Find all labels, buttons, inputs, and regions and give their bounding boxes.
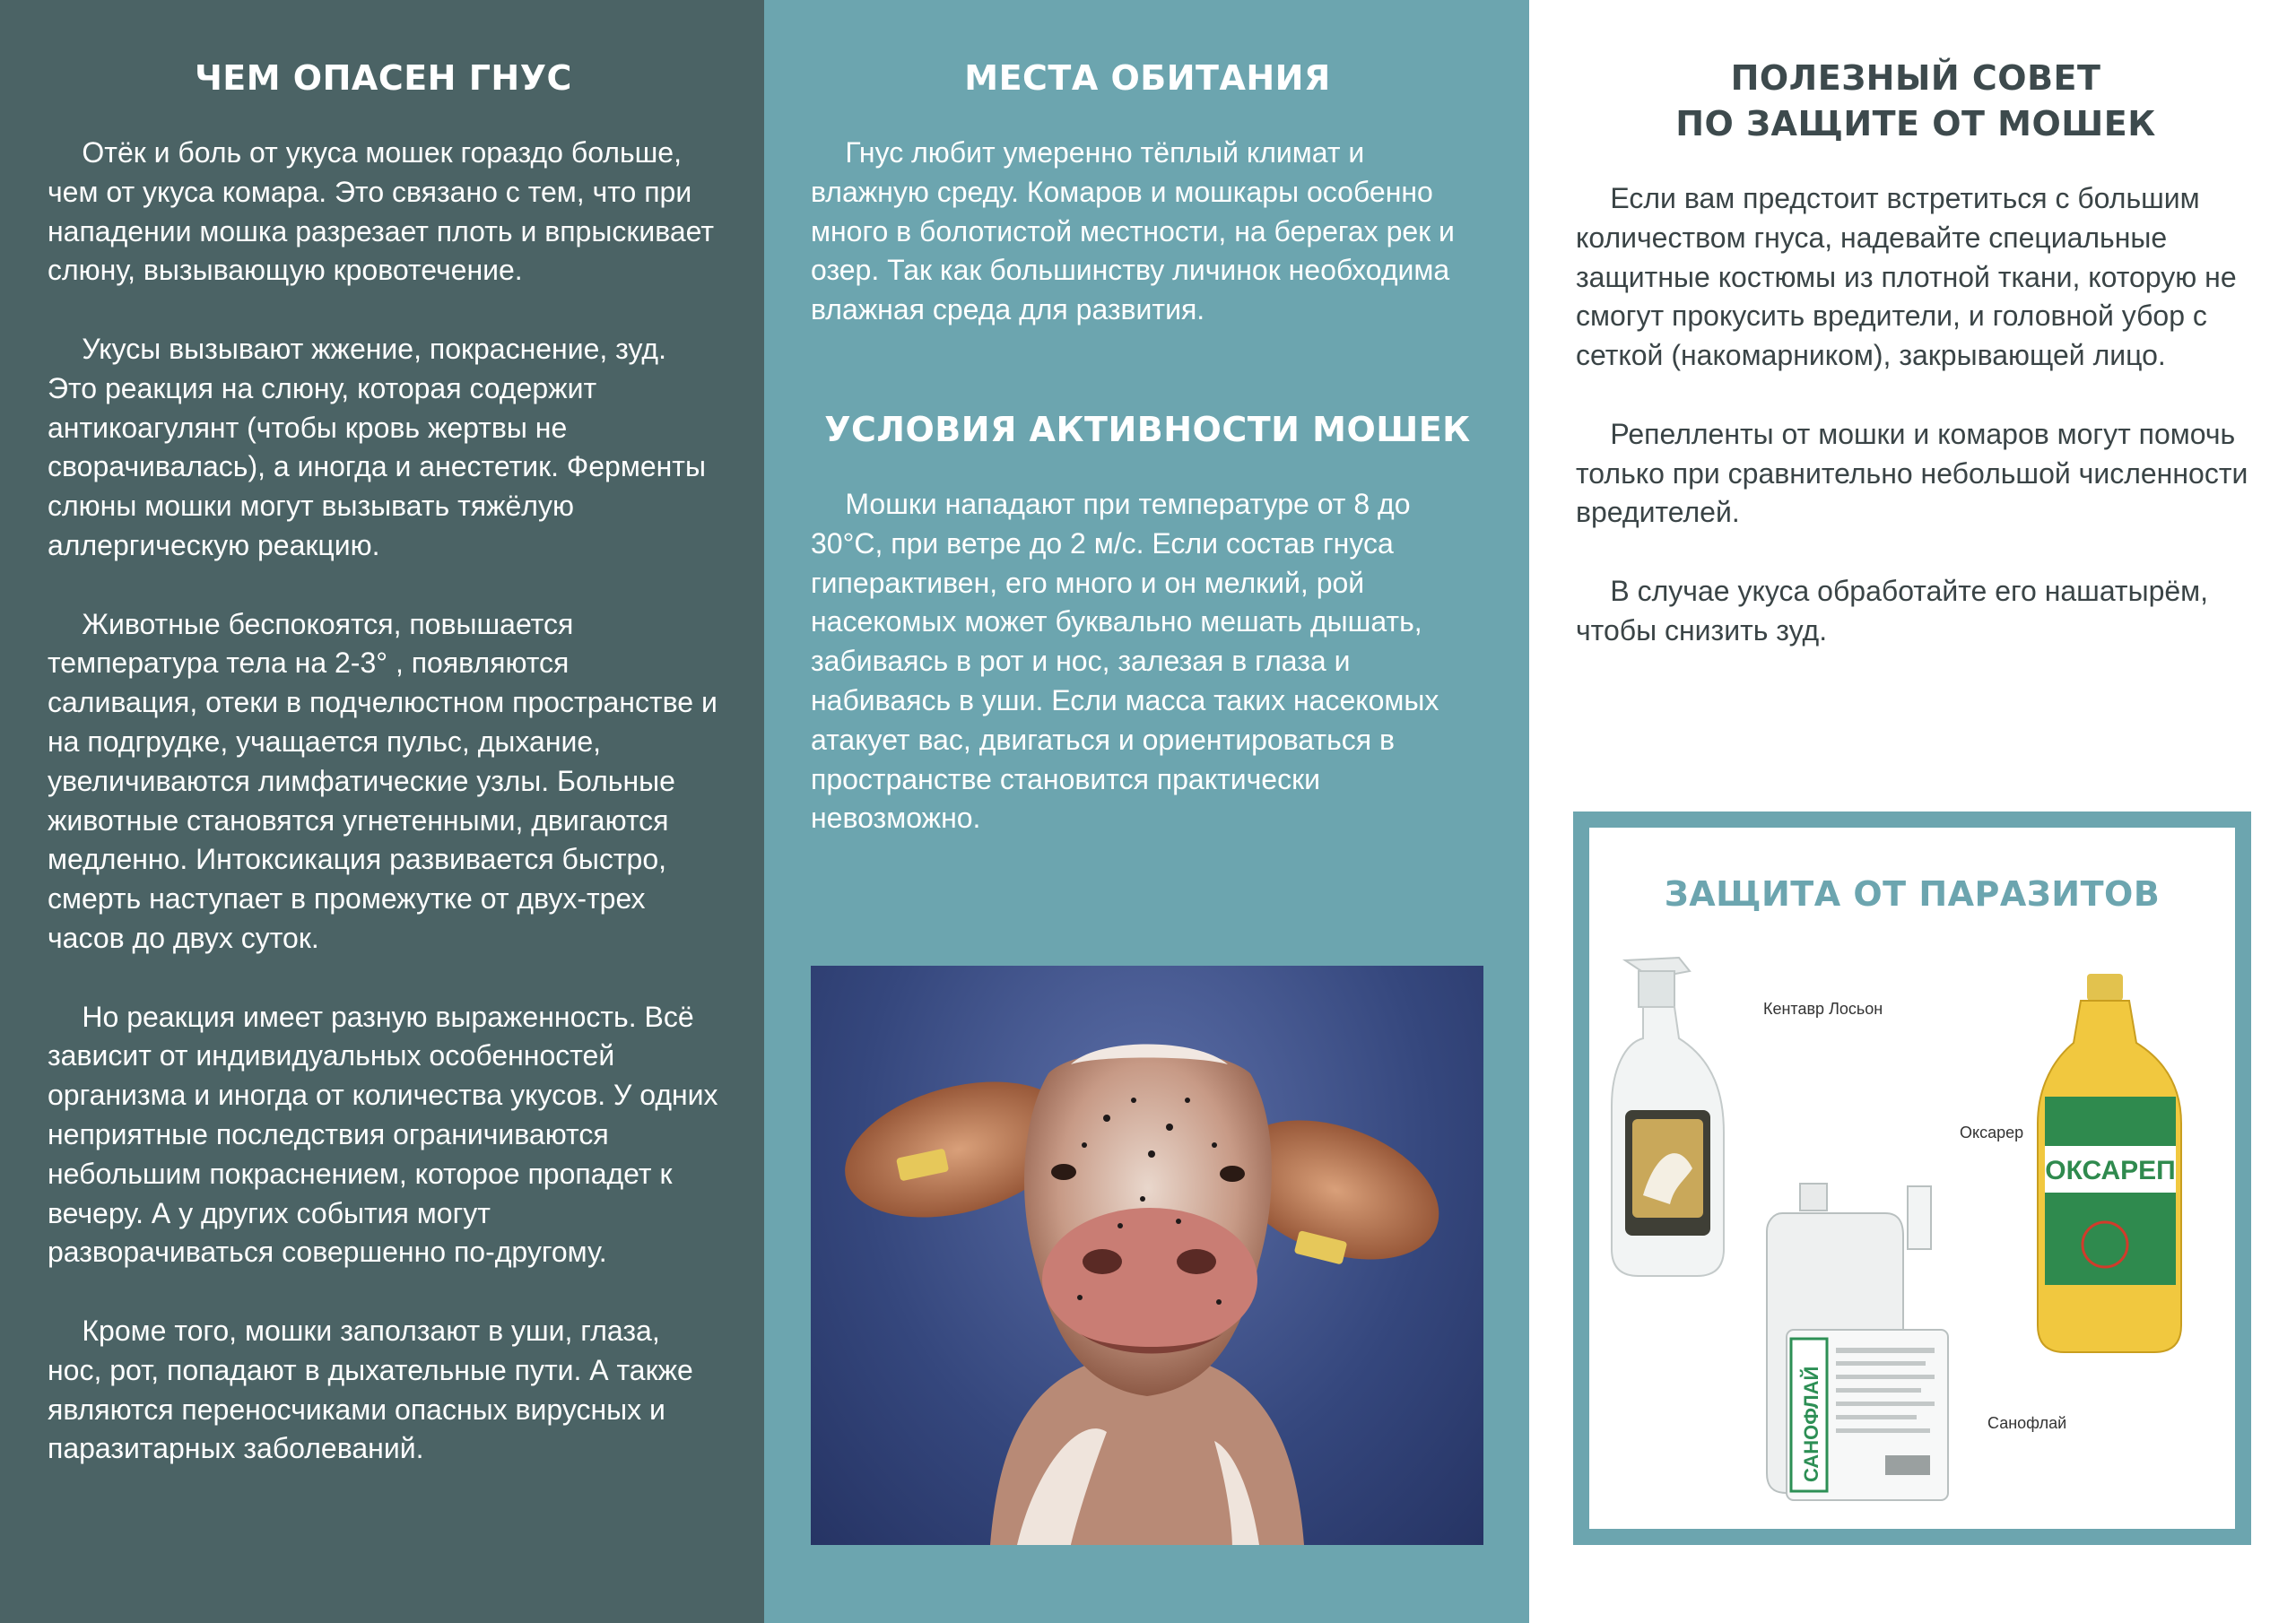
danger-paragraph-3: Животные беспокоятся, повышается температура тела на 2-3° , появляются саливация, отеки в подчелюстном пространстве и на подгрудке, учащается пульс, дыхание, увеличиваются лимфатические узлы. Больные животные становятся угнетенными, двигаются медленно. Интоксикация развивается быстро, смерть наступает в промежутке от двух-трех часов до двух суток. [48,607,718,954]
column-habitat [764,0,1529,1623]
sanoflay-bottle-icon [1767,1184,1948,1500]
products-illustration [1589,828,2235,1529]
oksarep-label: ОКСАРЕП [2045,1156,2176,1185]
danger-title: ЧЕМ ОПАСЕН ГНУС [195,58,572,98]
column-advice [1529,0,2296,1623]
oksarep-bottle-icon [2038,974,2181,1352]
danger-paragraph-2: Укусы вызывают жжение, покраснение, зуд. Это реакция на слюну, которая содержит антикоагулянт (чтобы кровь жертвы не сворачивалась), а иногда и анестетик. Ферменты слюны мошки могут вызывать тяжёлую аллергическую реакцию. [48,332,706,561]
product-label-kentavr: Кентавр Лосьон [1763,1000,1883,1018]
advice-title-line-1: ПОЛЕЗНЫЙ СОВЕТ [1730,58,2101,98]
advice-paragraph-1: Если вам предстоит встретиться с большим количеством гнуса, надевайте специальные защитные костюмы из плотной ткани, которую не смогут прокусить вредители, и головной убор с сеткой (накомарником), закрывающей лицо. [1576,182,2237,372]
advice-paragraph-2: Репелленты от мошки и комаров могут помочь только при сравнительно небольшой численности вредителей. [1576,417,2248,529]
habitat-title: МЕСТА ОБИТАНИЯ [964,58,1331,98]
advice-title-line-2: ПО ЗАЩИТЕ ОТ МОШЕК [1675,104,2156,143]
sanoflay-label: САНОФЛАЙ [1800,1366,1822,1482]
danger-paragraph-1: Отёк и боль от укуса мошек гораздо больше, чем от укуса комара. Это связано с тем, что при нападении мошка разрезает плоть и впрыскивает слюну, вызывающую кровотечение. [48,136,715,287]
parasite-protection-box [1573,812,2251,1545]
danger-paragraph-4: Но реакция имеет разную выраженность. Всё зависит от индивидуальных особенностей организма и иногда от количества укусов. У одних неприятные последствия ограничиваются небольшим покраснением, которое пропадет к вечеру. А у других события могут разворачиваться совершенно по-другому. [48,1000,718,1269]
product-label-oksarep: Оксарер [1960,1124,2024,1141]
promo-title: ЗАЩИТА ОТ ПАРАЗИТОВ [1664,874,2161,914]
advice-paragraph-3: В случае укуса обработайте его нашатырём, чтобы снизить зуд. [1576,574,2209,647]
activity-paragraph: Мошки нападают при температуре от 8 до 30°C, при ветре до 2 м/с. Если состав гнуса гиперактивен, его много и он мелкий, рой насекомых может буквально мешать дышать, забиваясь в рот и нос, залезая в глаза и набиваясь в уши. Если масса таких насекомых атакует вас, двигаться и ориентироваться в пространстве становится практически невозможно. [811,487,1439,835]
danger-paragraph-5: Кроме того, мошки заползают в уши, глаза, нос, рот, попадают в дыхательные пути. А также являются переносчиками опасных вирусных и паразитарных заболеваний. [48,1314,693,1465]
kentavr-bottle-icon [1612,958,1724,1276]
cow-illustration [811,966,1483,1545]
product-label-sanoflay: Санофлай [1987,1414,2067,1432]
habitat-paragraph: Гнус любит умеренно тёплый климат и влажную среду. Комаров и мошкары особенно много в болотистой местности, на берегах рек и озер. Так как большинству личинок необходима влажная среда для развития. [811,136,1455,326]
advice-title [1576,56,2256,147]
activity-title: УСЛОВИЯ АКТИВНОСТИ МОШЕК [824,409,1471,449]
column-danger [0,0,764,1623]
cow-photo [811,966,1483,1545]
